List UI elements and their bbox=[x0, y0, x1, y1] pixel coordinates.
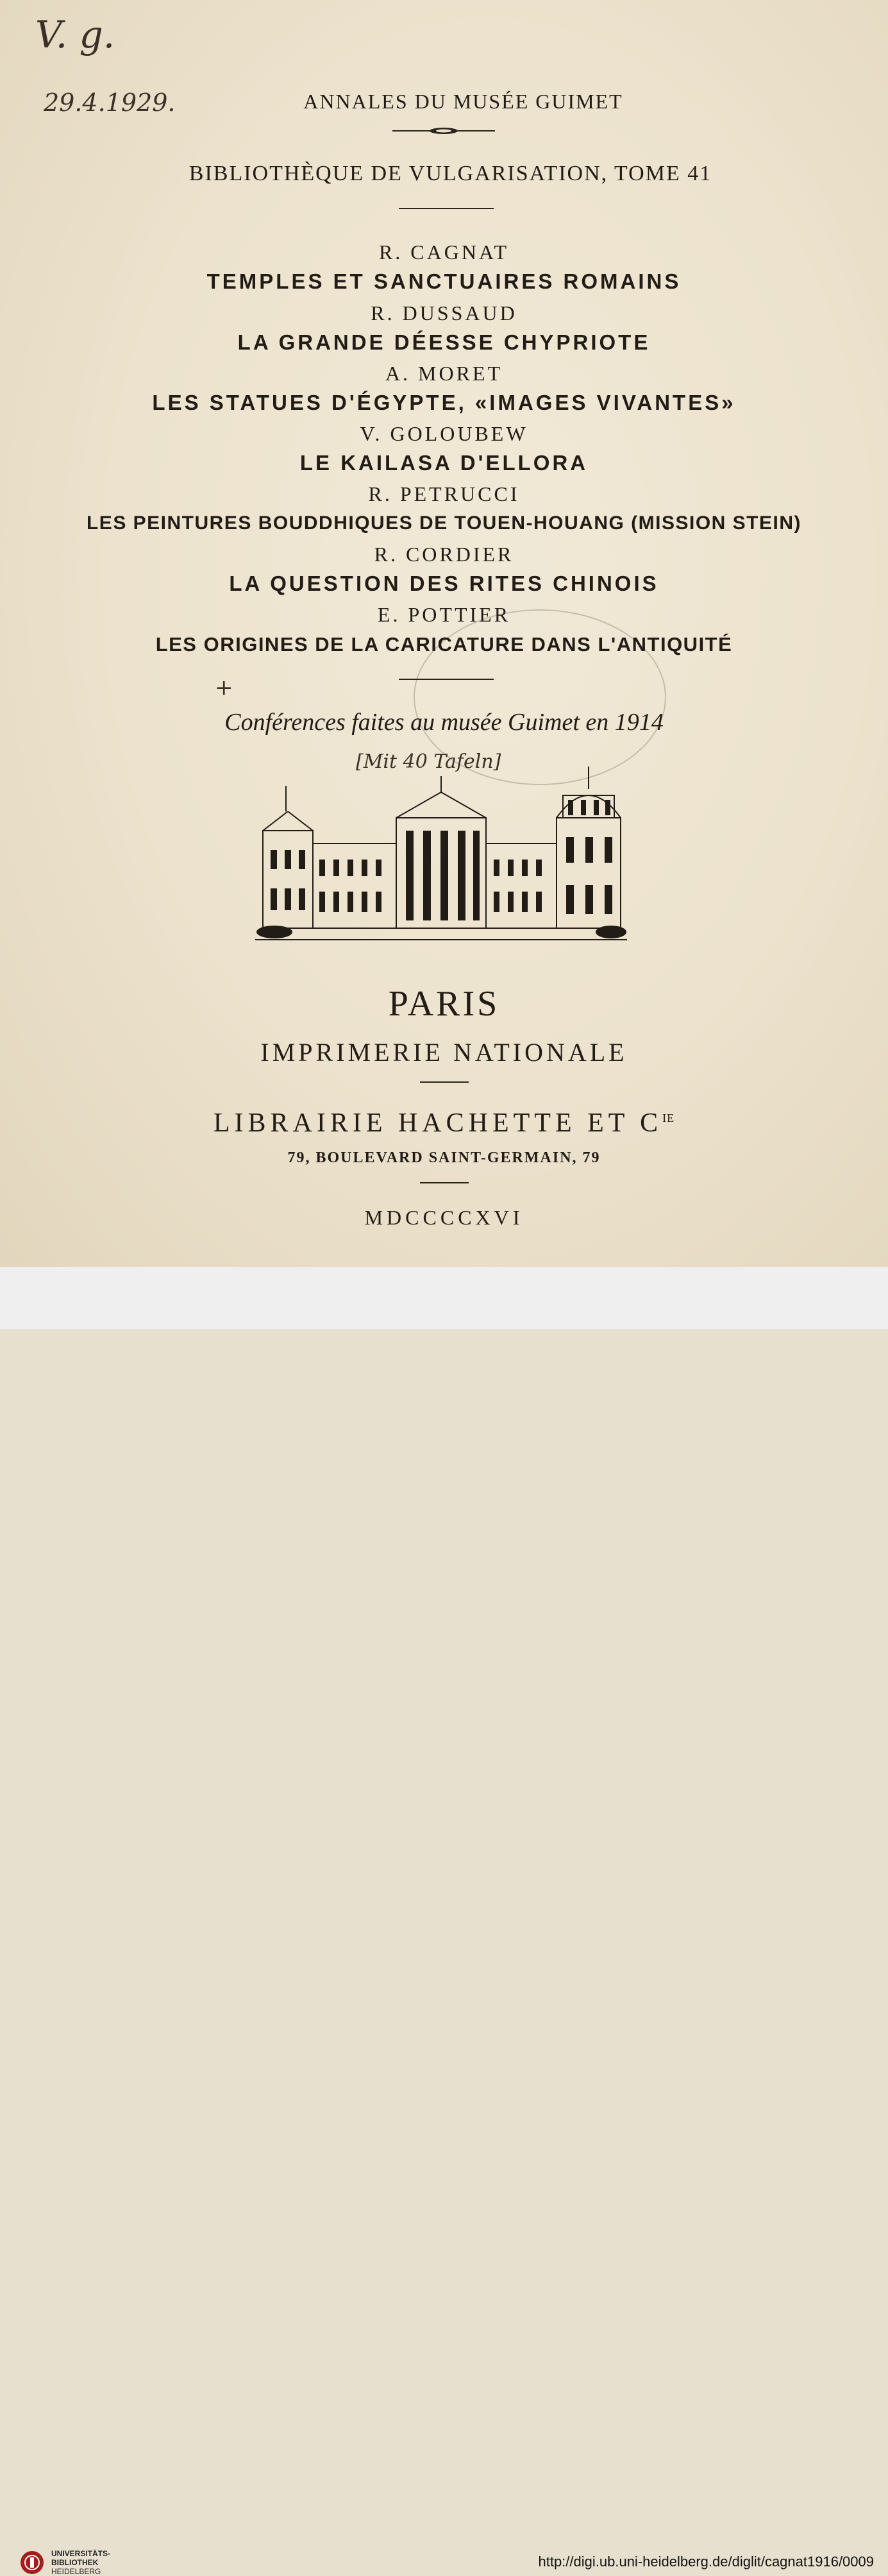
scanned-page bbox=[0, 0, 888, 1267]
title-caricature: LES ORIGINES DE LA CARICATURE DANS L'ANTIQUITÉ bbox=[155, 633, 733, 656]
imprint-city: PARIS bbox=[388, 984, 500, 1024]
author-goloubew: V. GOLOUBEW bbox=[360, 422, 528, 445]
handwritten-date: 29.4.1929. bbox=[44, 89, 176, 117]
title-grande-deesse: LA GRANDE DÉESSE CHYPRIOTE bbox=[237, 330, 651, 354]
footer-bar bbox=[0, 1267, 888, 2576]
ornament-rule bbox=[392, 126, 495, 136]
permalink-url[interactable]: http://digi.ub.uni-heidelberg.de/diglit/cagnat1916/0009 bbox=[538, 2554, 874, 2570]
handwritten-note: [Mit 40 Tafeln] bbox=[356, 750, 501, 773]
series-subtitle: BIBLIOTHÈQUE DE VULGARISATION, TOME 41 bbox=[188, 162, 712, 185]
divider bbox=[420, 1081, 469, 1083]
author-cagnat: R. CAGNAT bbox=[378, 241, 510, 264]
author-cordier: R. CORDIER bbox=[374, 543, 514, 566]
author-dussaud: R. DUSSAUD bbox=[371, 301, 517, 325]
imprint-printer: IMPRIMERIE NATIONALE bbox=[260, 1038, 628, 1067]
seal-icon bbox=[19, 2550, 45, 2575]
imprint-year: MDCCCCXVI bbox=[364, 1206, 524, 1229]
title-rites: LA QUESTION DES RITES CHINOIS bbox=[229, 572, 659, 595]
title-temples: TEMPLES ET SANCTUAIRES ROMAINS bbox=[206, 269, 682, 293]
handwritten-plus: + bbox=[215, 675, 233, 700]
handwritten-shelfmark: V. g. bbox=[35, 13, 115, 56]
logo-line-3: HEIDELBERG bbox=[51, 2567, 101, 2576]
logo-line-2: BIBLIOTHEK bbox=[51, 2558, 99, 2567]
imprint-address: 79, BOULEVARD SAINT-GERMAIN, 79 bbox=[287, 1149, 601, 1166]
imprint-publisher bbox=[0, 1108, 888, 1139]
divider bbox=[399, 208, 494, 209]
title-statues: LES STATUES D'ÉGYPTE, «IMAGES VIVANTES» bbox=[152, 391, 736, 414]
logo-line-1: UNIVERSITÄTS- bbox=[51, 2549, 111, 2558]
author-pottier: E. POTTIER bbox=[377, 603, 511, 626]
publisher-name: LIBRAIRIE HACHETTE ET C bbox=[213, 1108, 663, 1138]
musee-guimet-illustration bbox=[255, 760, 627, 943]
title-peintures: LES PEINTURES BOUDDHIQUES DE TOUEN-HOUANG (MISSION STEIN) bbox=[86, 513, 802, 534]
conference-subtitle: Conférences faites au musée Guimet en 1914 bbox=[224, 709, 664, 736]
title-kailasa: LE KAILASA D'ELLORA bbox=[299, 451, 589, 475]
university-library-logo[interactable] bbox=[19, 2549, 110, 2576]
author-moret: A. MORET bbox=[385, 362, 503, 385]
author-petrucci: R. PETRUCCI bbox=[368, 482, 520, 505]
logo-text bbox=[51, 2549, 110, 2576]
publisher-superscript: IE bbox=[662, 1112, 675, 1124]
divider bbox=[420, 1182, 469, 1183]
divider bbox=[399, 679, 494, 680]
series-title: ANNALES DU MUSÉE GUIMET bbox=[303, 90, 623, 113]
